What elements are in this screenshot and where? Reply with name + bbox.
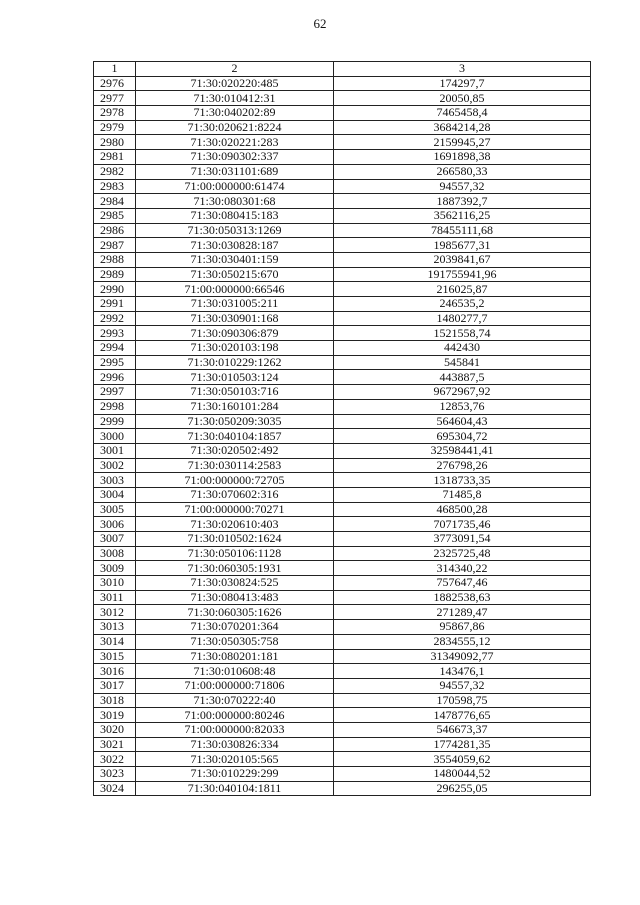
cadastral-number-cell: 71:00:000000:61474 bbox=[136, 179, 334, 194]
row-number-cell: 3020 bbox=[94, 722, 136, 737]
table-row bbox=[94, 502, 591, 517]
row-number-cell: 3007 bbox=[94, 532, 136, 547]
cadastral-number-cell: 71:30:020103:198 bbox=[136, 341, 334, 356]
table-row bbox=[94, 355, 591, 370]
cadastral-number-cell: 71:30:090302:337 bbox=[136, 150, 334, 165]
value-cell: 174297,7 bbox=[334, 76, 591, 91]
row-number-cell: 2993 bbox=[94, 326, 136, 341]
cadastral-number-cell: 71:00:000000:72705 bbox=[136, 473, 334, 488]
value-cell: 468500,28 bbox=[334, 502, 591, 517]
row-number-cell: 3022 bbox=[94, 752, 136, 767]
cadastral-number-cell: 71:30:040202:89 bbox=[136, 106, 334, 121]
table-row bbox=[94, 341, 591, 356]
row-number-cell: 3023 bbox=[94, 767, 136, 782]
cadastral-number-cell: 71:30:020621:8224 bbox=[136, 120, 334, 135]
table-row bbox=[94, 385, 591, 400]
cadastral-number-cell: 71:30:010608:48 bbox=[136, 664, 334, 679]
value-cell: 296255,05 bbox=[334, 781, 591, 796]
table-row bbox=[94, 311, 591, 326]
row-number-cell: 2989 bbox=[94, 267, 136, 282]
row-number-cell: 2982 bbox=[94, 164, 136, 179]
cadastral-number-cell: 71:00:000000:66546 bbox=[136, 282, 334, 297]
cadastral-number-cell: 71:30:010502:1624 bbox=[136, 532, 334, 547]
row-number-cell: 2981 bbox=[94, 150, 136, 165]
row-number-cell: 3008 bbox=[94, 546, 136, 561]
value-cell: 1774281,35 bbox=[334, 737, 591, 752]
row-number-cell: 3010 bbox=[94, 576, 136, 591]
value-cell: 3562116,25 bbox=[334, 208, 591, 223]
value-cell: 266580,33 bbox=[334, 164, 591, 179]
row-number-cell: 2987 bbox=[94, 238, 136, 253]
value-cell: 3773091,54 bbox=[334, 532, 591, 547]
table-row bbox=[94, 634, 591, 649]
value-cell: 1318733,35 bbox=[334, 473, 591, 488]
table-row bbox=[94, 179, 591, 194]
table-row bbox=[94, 708, 591, 723]
cadastral-number-cell: 71:30:030901:168 bbox=[136, 311, 334, 326]
value-cell: 12853,76 bbox=[334, 399, 591, 414]
row-number-cell: 3009 bbox=[94, 561, 136, 576]
cadastral-number-cell: 71:30:010412:31 bbox=[136, 91, 334, 106]
table-row bbox=[94, 532, 591, 547]
column-header-value: 3 bbox=[334, 62, 591, 77]
cadastral-number-cell: 71:30:050313:1269 bbox=[136, 223, 334, 238]
table-row bbox=[94, 414, 591, 429]
value-cell: 1478776,65 bbox=[334, 708, 591, 723]
row-number-cell: 2995 bbox=[94, 355, 136, 370]
table-row bbox=[94, 752, 591, 767]
row-number-cell: 2985 bbox=[94, 208, 136, 223]
table-row bbox=[94, 326, 591, 341]
page-number: 62 bbox=[313, 16, 327, 31]
value-cell: 170598,75 bbox=[334, 693, 591, 708]
cadastral-number-cell: 71:30:070602:316 bbox=[136, 487, 334, 502]
cadastral-number-cell: 71:30:090306:879 bbox=[136, 326, 334, 341]
row-number-cell: 3015 bbox=[94, 649, 136, 664]
row-number-cell: 2984 bbox=[94, 194, 136, 209]
value-cell: 95867,86 bbox=[334, 620, 591, 635]
table-row bbox=[94, 767, 591, 782]
row-number-cell: 2992 bbox=[94, 311, 136, 326]
cadastral-number-cell: 71:30:050305:758 bbox=[136, 634, 334, 649]
value-cell: 314340,22 bbox=[334, 561, 591, 576]
table-row bbox=[94, 649, 591, 664]
value-cell: 94557,32 bbox=[334, 678, 591, 693]
table-row bbox=[94, 297, 591, 312]
cadastral-number-cell: 71:30:070201:364 bbox=[136, 620, 334, 635]
row-number-cell: 2996 bbox=[94, 370, 136, 385]
value-cell: 442430 bbox=[334, 341, 591, 356]
value-cell: 191755941,96 bbox=[334, 267, 591, 282]
row-number-cell: 3019 bbox=[94, 708, 136, 723]
cadastral-number-cell: 71:30:020502:492 bbox=[136, 443, 334, 458]
cadastral-number-cell: 71:30:030824:525 bbox=[136, 576, 334, 591]
row-number-cell: 3003 bbox=[94, 473, 136, 488]
value-cell: 443887,5 bbox=[334, 370, 591, 385]
value-cell: 7071735,46 bbox=[334, 517, 591, 532]
value-cell: 2159945,27 bbox=[334, 135, 591, 150]
cadastral-number-cell: 71:30:160101:284 bbox=[136, 399, 334, 414]
row-number-cell: 3012 bbox=[94, 605, 136, 620]
cadastral-value-table bbox=[93, 61, 591, 796]
table-header bbox=[94, 62, 591, 77]
row-number-cell: 2986 bbox=[94, 223, 136, 238]
column-header-cadastral-number: 2 bbox=[136, 62, 334, 77]
value-cell: 3554059,62 bbox=[334, 752, 591, 767]
cadastral-number-cell: 71:30:030828:187 bbox=[136, 238, 334, 253]
row-number-cell: 3011 bbox=[94, 590, 136, 605]
value-cell: 31349092,77 bbox=[334, 649, 591, 664]
row-number-cell: 2988 bbox=[94, 252, 136, 267]
value-cell: 546673,37 bbox=[334, 722, 591, 737]
value-cell: 78455111,68 bbox=[334, 223, 591, 238]
table-row bbox=[94, 561, 591, 576]
value-cell: 7465458,4 bbox=[334, 106, 591, 121]
row-number-cell: 3021 bbox=[94, 737, 136, 752]
table-row bbox=[94, 370, 591, 385]
value-cell: 143476,1 bbox=[334, 664, 591, 679]
table-row bbox=[94, 693, 591, 708]
cadastral-number-cell: 71:30:070222:40 bbox=[136, 693, 334, 708]
table-row bbox=[94, 781, 591, 796]
table-row bbox=[94, 106, 591, 121]
cadastral-number-cell: 71:30:060305:1626 bbox=[136, 605, 334, 620]
table-row bbox=[94, 576, 591, 591]
row-number-cell: 3017 bbox=[94, 678, 136, 693]
cadastral-number-cell: 71:30:040104:1811 bbox=[136, 781, 334, 796]
table-row bbox=[94, 605, 591, 620]
row-number-cell: 3018 bbox=[94, 693, 136, 708]
value-cell: 2834555,12 bbox=[334, 634, 591, 649]
table-row bbox=[94, 399, 591, 414]
table-row bbox=[94, 150, 591, 165]
value-cell: 1985677,31 bbox=[334, 238, 591, 253]
table-row bbox=[94, 620, 591, 635]
row-number-cell: 3001 bbox=[94, 443, 136, 458]
value-cell: 695304,72 bbox=[334, 429, 591, 444]
row-number-cell: 3000 bbox=[94, 429, 136, 444]
table-row bbox=[94, 135, 591, 150]
cadastral-number-cell: 71:30:050103:716 bbox=[136, 385, 334, 400]
value-cell: 9672967,92 bbox=[334, 385, 591, 400]
table-row bbox=[94, 194, 591, 209]
value-cell: 564604,43 bbox=[334, 414, 591, 429]
value-cell: 3684214,28 bbox=[334, 120, 591, 135]
row-number-cell: 2999 bbox=[94, 414, 136, 429]
table-row bbox=[94, 267, 591, 282]
cadastral-number-cell: 71:30:080413:483 bbox=[136, 590, 334, 605]
cadastral-number-cell: 71:30:050209:3035 bbox=[136, 414, 334, 429]
cadastral-number-cell: 71:30:060305:1931 bbox=[136, 561, 334, 576]
value-cell: 2325725,48 bbox=[334, 546, 591, 561]
table-row bbox=[94, 487, 591, 502]
table-row bbox=[94, 238, 591, 253]
table-row bbox=[94, 282, 591, 297]
value-cell: 32598441,41 bbox=[334, 443, 591, 458]
value-cell: 2039841,67 bbox=[334, 252, 591, 267]
cadastral-number-cell: 71:00:000000:80246 bbox=[136, 708, 334, 723]
row-number-cell: 3006 bbox=[94, 517, 136, 532]
cadastral-number-cell: 71:30:020220:485 bbox=[136, 76, 334, 91]
value-cell: 20050,85 bbox=[334, 91, 591, 106]
cadastral-number-cell: 71:00:000000:70271 bbox=[136, 502, 334, 517]
row-number-cell: 3014 bbox=[94, 634, 136, 649]
cadastral-number-cell: 71:30:080415:183 bbox=[136, 208, 334, 223]
cadastral-number-cell: 71:30:050106:1128 bbox=[136, 546, 334, 561]
table-row bbox=[94, 208, 591, 223]
table-row bbox=[94, 546, 591, 561]
cadastral-number-cell: 71:00:000000:82033 bbox=[136, 722, 334, 737]
table-row bbox=[94, 76, 591, 91]
table-row bbox=[94, 722, 591, 737]
table-row bbox=[94, 458, 591, 473]
row-number-cell: 3024 bbox=[94, 781, 136, 796]
table-row bbox=[94, 517, 591, 532]
row-number-cell: 2990 bbox=[94, 282, 136, 297]
table-row bbox=[94, 664, 591, 679]
row-number-cell: 3016 bbox=[94, 664, 136, 679]
table-row bbox=[94, 590, 591, 605]
column-header-number: 1 bbox=[94, 62, 136, 77]
table-row bbox=[94, 91, 591, 106]
value-cell: 1882538,63 bbox=[334, 590, 591, 605]
cadastral-number-cell: 71:00:000000:71806 bbox=[136, 678, 334, 693]
value-cell: 1480277,7 bbox=[334, 311, 591, 326]
value-cell: 246535,2 bbox=[334, 297, 591, 312]
table-body bbox=[94, 76, 591, 796]
value-cell: 94557,32 bbox=[334, 179, 591, 194]
value-cell: 1521558,74 bbox=[334, 326, 591, 341]
value-cell: 71485,8 bbox=[334, 487, 591, 502]
cadastral-number-cell: 71:30:030826:334 bbox=[136, 737, 334, 752]
value-cell: 1480044,52 bbox=[334, 767, 591, 782]
value-cell: 216025,87 bbox=[334, 282, 591, 297]
row-number-cell: 2977 bbox=[94, 91, 136, 106]
cadastral-number-cell: 71:30:080301:68 bbox=[136, 194, 334, 209]
cadastral-number-cell: 71:30:050215:670 bbox=[136, 267, 334, 282]
cadastral-number-cell: 71:30:020105:565 bbox=[136, 752, 334, 767]
cadastral-number-cell: 71:30:031101:689 bbox=[136, 164, 334, 179]
row-number-cell: 2980 bbox=[94, 135, 136, 150]
cadastral-number-cell: 71:30:040104:1857 bbox=[136, 429, 334, 444]
cadastral-number-cell: 71:30:080201:181 bbox=[136, 649, 334, 664]
row-number-cell: 3005 bbox=[94, 502, 136, 517]
row-number-cell: 2998 bbox=[94, 399, 136, 414]
value-cell: 271289,47 bbox=[334, 605, 591, 620]
row-number-cell: 2991 bbox=[94, 297, 136, 312]
cadastral-number-cell: 71:30:020221:283 bbox=[136, 135, 334, 150]
cadastral-number-cell: 71:30:030401:159 bbox=[136, 252, 334, 267]
cadastral-number-cell: 71:30:031005:211 bbox=[136, 297, 334, 312]
table-row bbox=[94, 429, 591, 444]
cadastral-number-cell: 71:30:010503:124 bbox=[136, 370, 334, 385]
table-row bbox=[94, 120, 591, 135]
cadastral-number-cell: 71:30:010229:299 bbox=[136, 767, 334, 782]
value-cell: 276798,26 bbox=[334, 458, 591, 473]
value-cell: 1691898,38 bbox=[334, 150, 591, 165]
value-cell: 545841 bbox=[334, 355, 591, 370]
cadastral-number-cell: 71:30:030114:2583 bbox=[136, 458, 334, 473]
table-row bbox=[94, 164, 591, 179]
table-row bbox=[94, 737, 591, 752]
row-number-cell: 3004 bbox=[94, 487, 136, 502]
row-number-cell: 2994 bbox=[94, 341, 136, 356]
cadastral-number-cell: 71:30:010229:1262 bbox=[136, 355, 334, 370]
row-number-cell: 2978 bbox=[94, 106, 136, 121]
value-cell: 1887392,7 bbox=[334, 194, 591, 209]
header-row bbox=[94, 62, 591, 77]
row-number-cell: 3013 bbox=[94, 620, 136, 635]
row-number-cell: 2997 bbox=[94, 385, 136, 400]
row-number-cell: 2979 bbox=[94, 120, 136, 135]
table-row bbox=[94, 252, 591, 267]
row-number-cell: 3002 bbox=[94, 458, 136, 473]
cadastral-number-cell: 71:30:020610:403 bbox=[136, 517, 334, 532]
row-number-cell: 2976 bbox=[94, 76, 136, 91]
table-row bbox=[94, 443, 591, 458]
table-row bbox=[94, 223, 591, 238]
table-row bbox=[94, 473, 591, 488]
value-cell: 757647,46 bbox=[334, 576, 591, 591]
row-number-cell: 2983 bbox=[94, 179, 136, 194]
table-row bbox=[94, 678, 591, 693]
